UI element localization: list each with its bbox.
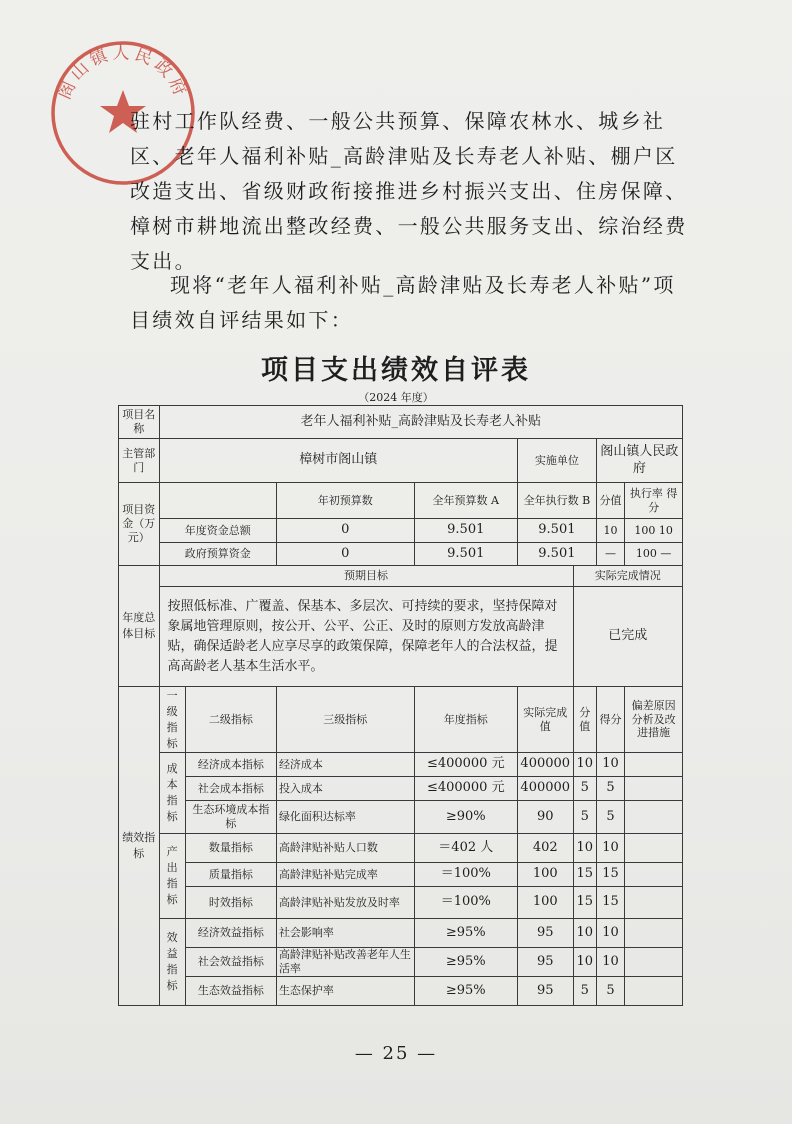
ind-score: 15 bbox=[573, 863, 596, 887]
funds-row-exec: 9.501 bbox=[517, 519, 596, 543]
ind-l2: 数量指标 bbox=[185, 834, 276, 863]
funds-header-initial: 年初预算数 bbox=[276, 483, 414, 519]
ind-header-l3: 三级指标 bbox=[276, 687, 414, 753]
ind-l2: 生态环境成本指标 bbox=[185, 801, 276, 834]
ind-target: ≥90% bbox=[414, 801, 517, 834]
project-name: 老年人福利补贴_高龄津贴及长寿老人补贴 bbox=[159, 406, 683, 439]
ind-score: 5 bbox=[573, 977, 596, 1006]
actual-label: 实际完成情况 bbox=[573, 566, 682, 587]
funds-header-score: 分值 bbox=[596, 483, 624, 519]
table-row bbox=[119, 687, 683, 753]
table-row bbox=[119, 801, 683, 834]
table-row bbox=[119, 948, 683, 977]
ind-l2: 社会效益指标 bbox=[185, 948, 276, 977]
ind-header-l1: 一级指标 bbox=[159, 687, 185, 753]
ind-l3: 投入成本 bbox=[276, 777, 414, 801]
ind-score: 5 bbox=[573, 777, 596, 801]
body-paragraph-2: 现将“老年人福利补贴_高龄津贴及长寿老人补贴”项目绩效自评结果如下： bbox=[130, 273, 676, 332]
ind-actual: 100 bbox=[517, 863, 573, 887]
funds-row-rate-got bbox=[625, 519, 683, 543]
ind-got: 10 bbox=[596, 919, 624, 948]
funds-header-blank bbox=[159, 483, 276, 519]
ind-l2: 时效指标 bbox=[185, 887, 276, 919]
funds-row-got: — bbox=[660, 547, 672, 561]
ind-got: 15 bbox=[596, 863, 624, 887]
dept-value: 樟树市阁山镇 bbox=[159, 439, 517, 483]
ind-header-score: 分值 bbox=[573, 687, 596, 753]
ind-l3: 绿化面积达标率 bbox=[276, 801, 414, 834]
body-paragraph-1: 驻村工作队经费、一般公共预算、保障农林水、城乡社区、老年人福利补贴_高龄津贴及长寿老人补贴、棚户区改造支出、省级财政衔接推进乡村振兴支出、住房保障、樟树市耕地流出整改经费、一般公共服务支出、综治经费支出。 bbox=[130, 109, 688, 273]
ind-l3: 经济成本 bbox=[276, 753, 414, 777]
ind-l3: 高龄津贴补贴改善老年人生活率 bbox=[276, 948, 414, 977]
ind-actual: 90 bbox=[517, 801, 573, 834]
table-row bbox=[119, 439, 683, 483]
funds-header-exec: 全年执行数 B bbox=[517, 483, 596, 519]
funds-row-rate: 100 bbox=[635, 547, 657, 561]
ind-l2: 生态效益指标 bbox=[185, 977, 276, 1006]
ind-actual: 402 bbox=[517, 834, 573, 863]
ind-header-got: 得分 bbox=[596, 687, 624, 753]
table-row bbox=[119, 777, 683, 801]
dept-label: 主管部门 bbox=[119, 439, 160, 483]
ind-target: ＝100% bbox=[414, 863, 517, 887]
expected-label: 预期目标 bbox=[159, 566, 573, 587]
ind-score: 15 bbox=[573, 887, 596, 919]
ind-l2: 经济成本指标 bbox=[185, 753, 276, 777]
ind-reason bbox=[625, 977, 683, 1006]
funds-row-rate-got bbox=[625, 543, 683, 566]
ind-score: 10 bbox=[573, 919, 596, 948]
ind-reason bbox=[625, 801, 683, 834]
project-name-label: 项目名称 bbox=[119, 406, 160, 439]
ind-actual: 400000 bbox=[517, 777, 573, 801]
ind-reason bbox=[625, 919, 683, 948]
actual-completion-text: 已完成 bbox=[573, 587, 682, 687]
ind-actual: 400000 bbox=[517, 753, 573, 777]
ind-target: ≥95% bbox=[414, 977, 517, 1006]
ind-actual: 95 bbox=[517, 948, 573, 977]
funds-row-score: — bbox=[596, 543, 624, 566]
ind-score: 10 bbox=[573, 753, 596, 777]
table-row bbox=[119, 919, 683, 948]
table-title: 项目支出绩效自评表 bbox=[261, 355, 531, 386]
ind-l2: 社会成本指标 bbox=[185, 777, 276, 801]
ind-score: 10 bbox=[573, 948, 596, 977]
funds-label: 项目资金（万元） bbox=[119, 483, 160, 566]
funds-row-label: 年度资金总额 bbox=[159, 519, 276, 543]
performance-evaluation-table bbox=[118, 405, 683, 1006]
ind-l3: 高龄津贴补贴发放及时率 bbox=[276, 887, 414, 919]
ind-reason bbox=[625, 948, 683, 977]
funds-row-label: 政府预算资金 bbox=[159, 543, 276, 566]
ind-header-l2: 二级指标 bbox=[185, 687, 276, 753]
funds-row-rate: 100 bbox=[634, 523, 656, 537]
ind-reason bbox=[625, 777, 683, 801]
ind-target: ≤400000 元 bbox=[414, 753, 517, 777]
ind-got: 10 bbox=[596, 948, 624, 977]
table-row bbox=[119, 483, 683, 519]
funds-row-got: 10 bbox=[658, 523, 673, 537]
ind-l2: 经济效益指标 bbox=[185, 919, 276, 948]
ind-l3: 生态保护率 bbox=[276, 977, 414, 1006]
goals-label: 年度总体目标 bbox=[119, 566, 160, 687]
table-row bbox=[119, 834, 683, 863]
table-row bbox=[119, 406, 683, 439]
ind-target: ≥95% bbox=[414, 948, 517, 977]
ind-target: ≤400000 元 bbox=[414, 777, 517, 801]
impl-value: 阁山镇人民政府 bbox=[596, 439, 682, 483]
ind-header-target: 年度指标 bbox=[414, 687, 517, 753]
ind-score: 5 bbox=[573, 801, 596, 834]
ind-header-reason: 偏差原因分析及改进措施 bbox=[625, 687, 683, 753]
page-number: — 25 — bbox=[354, 1043, 438, 1064]
ind-l2: 质量指标 bbox=[185, 863, 276, 887]
ind-score: 10 bbox=[573, 834, 596, 863]
funds-row-full: 9.501 bbox=[414, 543, 517, 566]
ind-got: 5 bbox=[596, 777, 624, 801]
ind-l3: 高龄津贴补贴完成率 bbox=[276, 863, 414, 887]
table-row bbox=[119, 587, 683, 687]
funds-row-score: 10 bbox=[596, 519, 624, 543]
table-row bbox=[119, 543, 683, 566]
ind-got: 5 bbox=[596, 977, 624, 1006]
ind-target: ≥95% bbox=[414, 919, 517, 948]
ind-l3: 高龄津贴补贴人口数 bbox=[276, 834, 414, 863]
ind-reason bbox=[625, 753, 683, 777]
funds-header-got: 得分 bbox=[648, 486, 678, 514]
funds-row-exec: 9.501 bbox=[517, 543, 596, 566]
expected-goal-text: 按照低标准、广覆盖、保基本、多层次、可持续的要求，坚持保障对象属地管理原则，按公开、公平、公正、及时的原则方发放高龄津贴，确保适龄老人应享尽享的政策保障，保障老年人的合法权益，提高高龄老人基本生活水平。 bbox=[159, 587, 573, 687]
funds-header-full: 全年预算数 A bbox=[414, 483, 517, 519]
table-row bbox=[119, 753, 683, 777]
ind-got: 15 bbox=[596, 887, 624, 919]
funds-row-initial: 0 bbox=[276, 543, 414, 566]
ind-header-actual: 实际完成值 bbox=[517, 687, 573, 753]
ind-actual: 100 bbox=[517, 887, 573, 919]
funds-row-initial: 0 bbox=[276, 519, 414, 543]
ind-target: ＝100% bbox=[414, 887, 517, 919]
ind-l1: 成本指标 bbox=[159, 753, 185, 834]
table-row bbox=[119, 977, 683, 1006]
ind-actual: 95 bbox=[517, 919, 573, 948]
ind-reason bbox=[625, 863, 683, 887]
svg-text:阁山镇人民政府: 阁山镇人民政府 bbox=[54, 43, 192, 103]
ind-got: 10 bbox=[596, 834, 624, 863]
indicators-label: 绩效指标 bbox=[119, 687, 160, 1006]
funds-row-full: 9.501 bbox=[414, 519, 517, 543]
funds-header-rate-got bbox=[625, 483, 683, 519]
table-row bbox=[119, 863, 683, 887]
ind-reason bbox=[625, 887, 683, 919]
ind-l1: 效益指标 bbox=[159, 919, 185, 1006]
impl-label: 实施单位 bbox=[517, 439, 596, 483]
table-row bbox=[119, 519, 683, 543]
table-row bbox=[119, 566, 683, 587]
ind-l3: 社会影响率 bbox=[276, 919, 414, 948]
table-row bbox=[119, 887, 683, 919]
funds-header-rate: 执行率 bbox=[629, 486, 663, 500]
ind-reason bbox=[625, 834, 683, 863]
table-year: （2024 年度） bbox=[358, 391, 434, 404]
ind-actual: 95 bbox=[517, 977, 573, 1006]
ind-l1: 产出指标 bbox=[159, 834, 185, 919]
ind-target: ＝402 人 bbox=[414, 834, 517, 863]
ind-got: 5 bbox=[596, 801, 624, 834]
ind-got: 10 bbox=[596, 753, 624, 777]
